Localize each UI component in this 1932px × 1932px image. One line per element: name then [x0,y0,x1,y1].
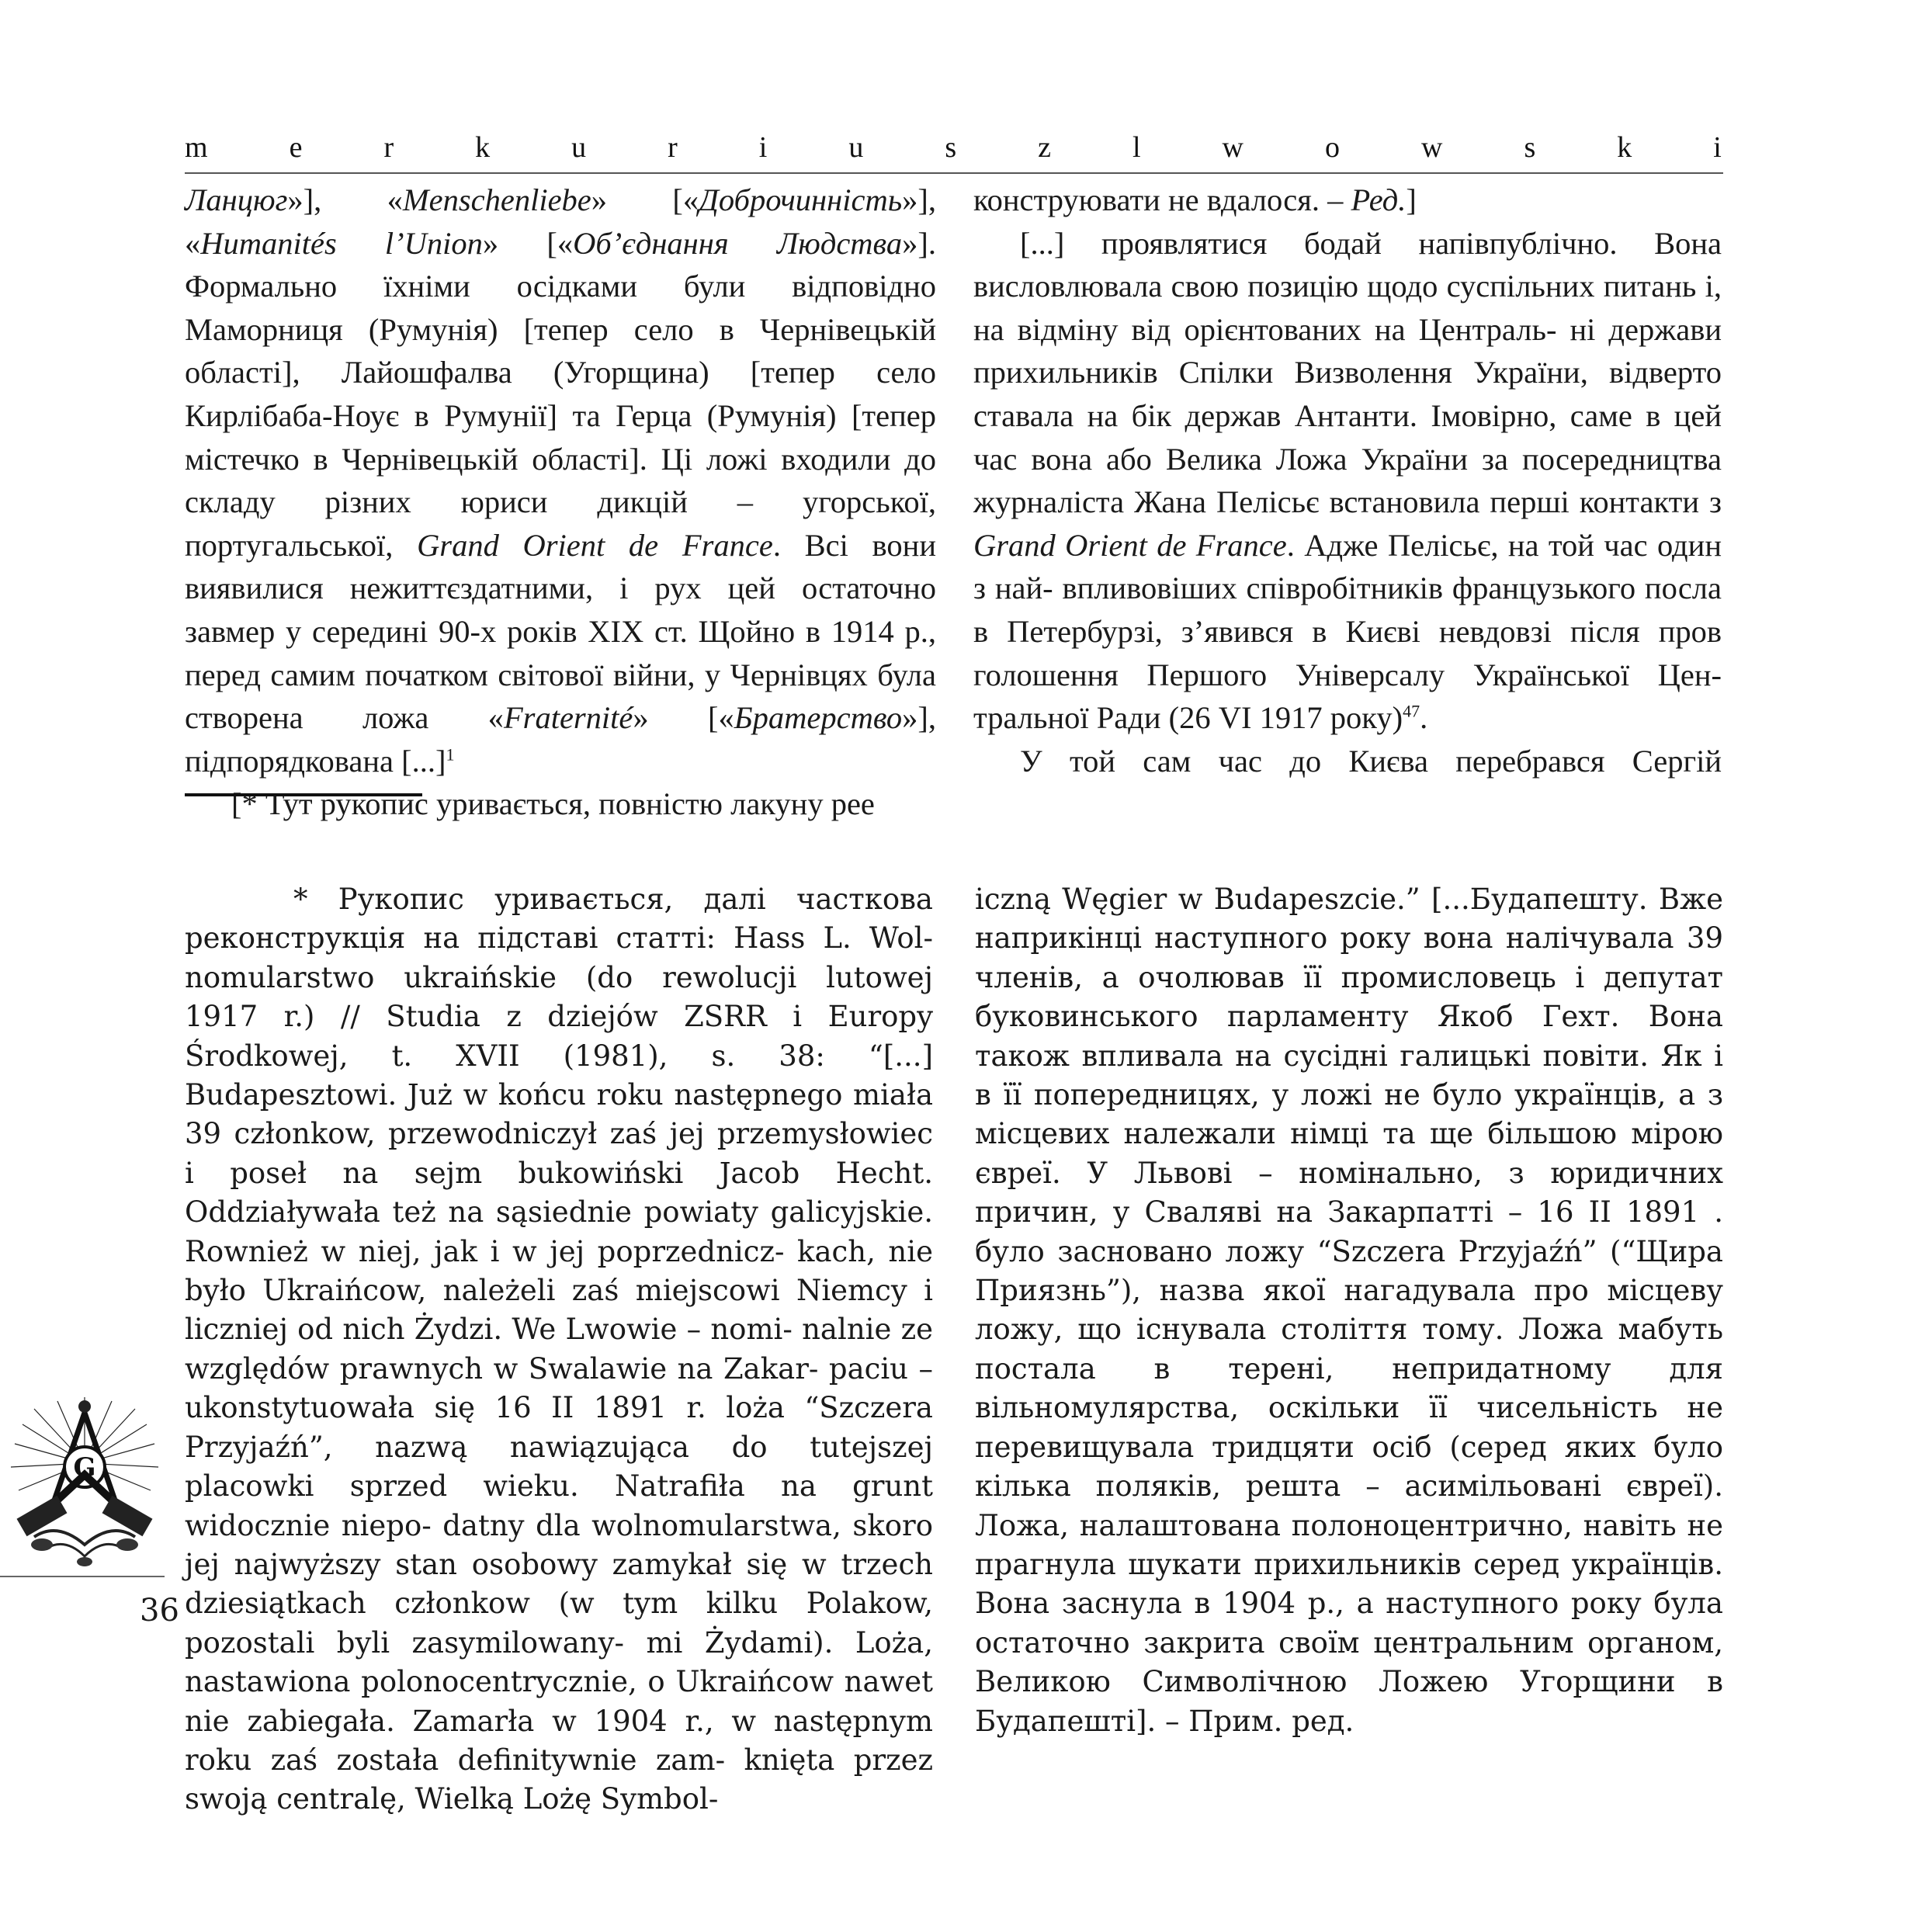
text-run: [...] проявлятися бодай напівпублічно. Вона висловлювала свою позицію щодо суспільних питань і, на відміну від орієнтованих на Централь- ні держави прихильників Спілки Визволення України, відверто ставала на бік держав Антанти. Імовірно, саме в цей час вона або Велика Ложа України за посередництва журналіста Жана Пелісьє встановила перші контакти з [973,225,1722,520]
header-letter: k [475,131,491,164]
italic-text: Grand Orient de France [417,527,773,563]
left-column-body [185,179,936,826]
header-letter: z [1038,131,1051,164]
text-run: . Всі вони виявилися нежиттєздатними, і рух цей остаточно завмер у середині 90-х років XIX ст. Щойно в 1914 р., перед самим початком світової війни, у Чернівцях була створена ложа « [185,527,936,736]
footnote-left [185,880,933,1819]
header-letter: m [185,131,208,164]
header-letter: i [1713,131,1722,164]
footnote-rule [185,793,422,796]
footnote-text: iczną Węgier w Budapeszcie.” [...Будапешту. Вже наприкінці наступного року вона налічувала 39 членів, а очолював її промисловець і депутат буковинського парламенту Якоб Гехт. Вона також впливала на сусідні галицькі повіти. Як і в її попередницях, у ложі не було українців, а з місцевих належали німці та ще більшою мірою євреї. У Львові – номінально, з юридичних причин, у Сваляві на Закарпатті – 16 II 1891 . було засновано ложу “Szczera Przyjaźń” (“Щира Приязнь”), назва якої нагадувала про місцеву ложу, що існувала століття тому. Ложа мабуть постала в терені, непридатному для вільномулярства, оскільки її чисельність не перевищувала тридцяти осіб (серед яких було кілька поляків, решта – асимільовані євреї). Ложа, налаштована полоноцентрично, навіть не прагнула шукати прихильників серед українців. Вона заснула в 1904 р., а наступного року була остаточно закрита своїм центральним органом, Великою Символічною Ложею Угорщини в Будапешті]. – Прим. ред. [975,883,1723,1738]
footnote-ref[interactable]: 1 [446,744,455,765]
text-run: » [« [633,700,734,736]
text-run: . [1420,700,1428,736]
text-run: » [« [591,182,699,217]
italic-text: Ланцюг [185,182,288,217]
header-letter: w [1222,131,1243,164]
header-letter: u [571,131,587,164]
header-letter: o [1325,131,1340,164]
text-run: »], « [185,182,936,261]
text-run: »]. Формально їхніми осідками були відповідно Маморниця (Румунія) [тепер село в Чернівецькій області], Лайошфалва (Угорщина) [тепер село Кирлібаба-Ноує в Румунії] та Герца (Румунія) [тепер містечко в Чернівецькій області]. Ці ложі входили до складу різних юриси дикцій – угорської, португальської, [185,225,936,563]
header-letter: w [1421,131,1443,164]
text-run: ] [1406,182,1417,217]
header-letter: e [289,131,303,164]
right-paragraph-1 [973,179,1722,222]
text-run: » [« [482,225,574,261]
italic-text: Братерство [734,700,903,736]
italic-text: Об’єднання Людства [573,225,903,261]
footnote-ref[interactable]: 47 [1403,701,1420,721]
italic-text: Fraternité [503,700,633,736]
left-paragraph-2: [* Тут рукопис уривається, повністю лакуну рее [231,786,875,822]
text-run: . Адже Пелісьє, на той час один з най- впливовіших співробітників французького посла в Петербурзі, з’явився в Києві невдовзі після пров голошення Першого Універсалу Української Цен- тральної Ради (26 VI 1917 року) [973,527,1722,736]
header-letter: l [1132,131,1141,164]
right-column-body [973,179,1722,782]
header-letter: r [383,131,394,164]
page-number-rule [0,1576,165,1577]
header-rule [185,172,1723,174]
page-number: 36 [140,1593,179,1628]
text-run: »], « [287,182,403,217]
emblem-letter: G [73,1452,96,1483]
italic-text: Humanités l’Union [200,225,483,261]
italic-text: Ред. [1351,182,1407,217]
header-letter: r [668,131,678,164]
right-paragraph-3: У той сам час до Києва перебрався Сергій [1020,743,1722,779]
text-run: конструювати не вдалося. – [973,182,1351,217]
italic-text: Доброчинність [699,182,903,217]
text-run: »], підпорядкована [...] [185,700,936,779]
header-letter: s [945,131,957,164]
running-header [185,130,1722,165]
italic-text: Menschenliebe [402,182,591,217]
header-letter: u [848,131,864,164]
header-letter: i [758,131,768,164]
left-paragraph-1 [185,179,936,782]
header-letter: s [1524,131,1536,164]
italic-text: Grand Orient de France [973,527,1287,563]
masonic-emblem-svg [3,1389,166,1568]
header-letter: k [1617,131,1632,164]
footnote-right [975,880,1723,1741]
right-paragraph-2 [973,222,1722,740]
masonic-emblem-icon [3,1389,166,1568]
footnote-text: * Рукопис уривається, далі часткова реконструкція на підставі статті: Hass L. Wol- nomularstwo ukraińskie (do rewolucji lutowej 1917 r.) // Studia z dziejów ZSRR i Europy Środkowej, t. XVII (1981), s. 38: “[...] Budapesztowi. Już w końcu roku następnego miała 39 członkow, przewodniczył zaś jej przemysłowiec i poseł na sejm bukowiński Jacob Hecht. Oddziaływała też na sąsiednie powiaty galicyjskie. Rownież w niej, jak i w jej poprzednicz- kach, nie było Ukraińcow, należeli zaś miejscowi Niemcy i liczniej od nich Żydzi. We Lwowie – nomi- nalnie ze względów prawnych w Swalawie na Zakar- paciu – ukonstytuowała się 16 II 1891 r. loża “Szczera Przyjaźń”, nazwą nawiązująca do tutejszej placowki sprzed wieku. Natrafiła na grunt widocznie niepo- datny dla wolnomularstwa, skoro jej najwyższy stan osobowy zamykał się w trzech dziesiątkach członkow (w tym kilku Polakow, pozostali byli zasymilowany- mi Żydami). Loża, nastawiona polonocentrycznie, o Ukraińcow nawet nie zabiegała. Zamarła w 1904 r., w następnym roku zaś została definitywnie zam- knięta przez swoją centralę, Wielką Lożę Symbol- [185,883,933,1816]
